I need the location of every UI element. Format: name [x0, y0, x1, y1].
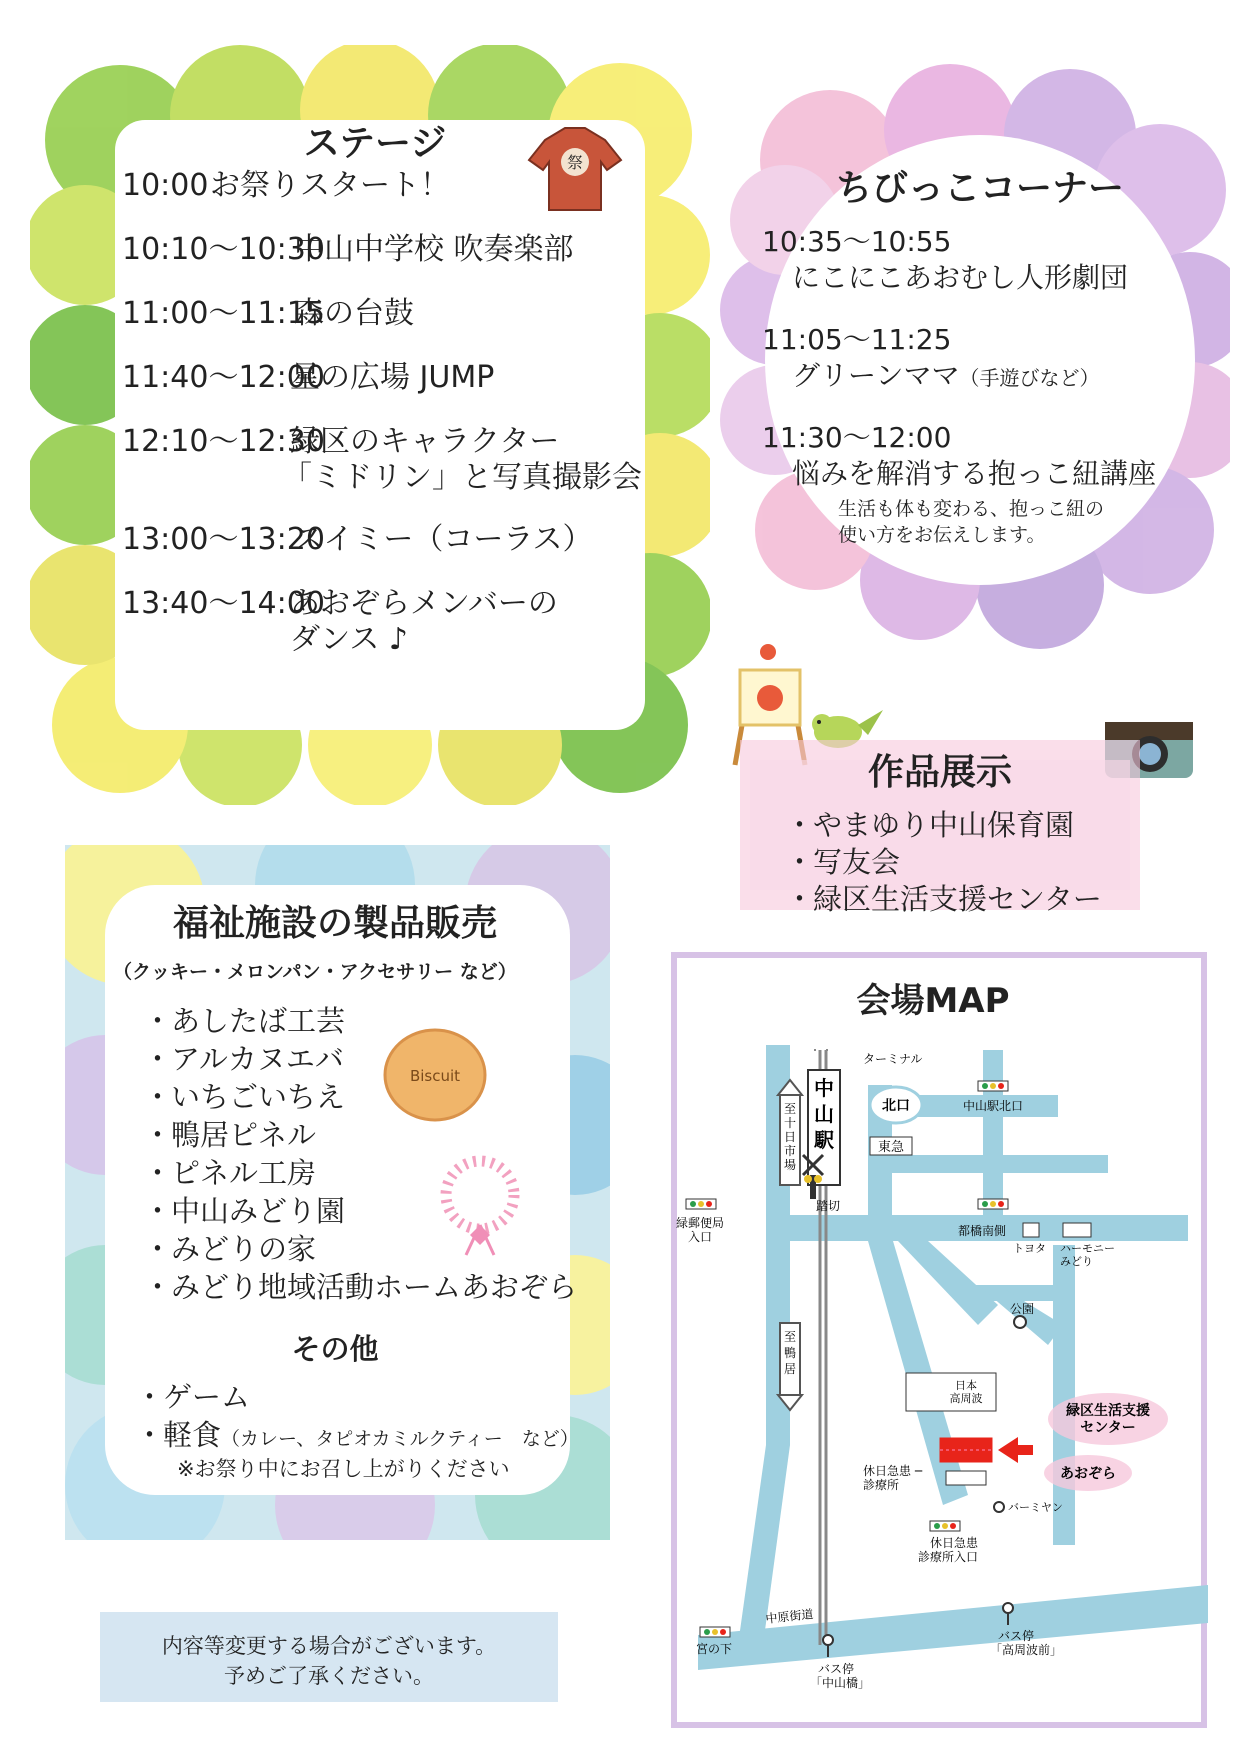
stage-item	[122, 423, 560, 461]
fumikiri-label: 踏切	[816, 1199, 841, 1213]
traffic-light-icon	[978, 1199, 1008, 1209]
kids-item-note: （手遊びなど）	[959, 366, 1100, 390]
stage-item-text: お祭りスタート！	[210, 168, 450, 203]
station-label: 中山駅	[814, 1076, 834, 1152]
other-item: ・ゲーム	[135, 1380, 251, 1414]
exhibit-item-label: 緑区生活支援センター	[813, 882, 1102, 916]
toyota-building	[1023, 1223, 1039, 1237]
road-north-vertical	[983, 1050, 1003, 1215]
welfare-item: ・中山みどり園	[143, 1194, 346, 1228]
welfare-item: ・ピネル工房	[143, 1156, 317, 1190]
kids-item-time: 11:30〜12:00	[762, 421, 952, 454]
bus-stop-koshuha-label: バス停「高周波前」	[990, 1629, 1063, 1657]
exhibit-item: ・やまゆり中山保育園	[785, 808, 1075, 842]
other-item: ・軽食（カレー、タピオカミルクティー など）	[135, 1418, 579, 1452]
traffic-light-icon	[700, 1627, 730, 1637]
tsuzuki-minami-label: 都橋南側	[958, 1224, 1007, 1238]
welfare-subtitle: （クッキー・メロンパン・アクセサリー など）	[113, 961, 517, 983]
nakayama-kitaguchi-label: 中山駅北口	[963, 1099, 1024, 1113]
stage-item-text: 森の台鼓	[294, 296, 414, 331]
notice-line: 内容等変更する場合がございます。	[161, 1634, 497, 1658]
kids-item-text-row	[792, 354, 1099, 394]
bamiyan-label: バーミヤン	[1008, 1501, 1063, 1514]
exhibit-item-label: 写友会	[813, 845, 901, 879]
arrow-to-kamoi	[778, 1323, 802, 1410]
traffic-light-icon	[930, 1521, 960, 1531]
stage-item-text: 星の広場 JUMP	[290, 360, 495, 395]
toyota-label: トヨタ	[1013, 1242, 1046, 1255]
kids-item-text: にこにこあおむし人形劇団	[792, 261, 1129, 294]
welfare-section	[65, 845, 610, 1540]
welfare-item-label: 中山みどり園	[171, 1194, 346, 1228]
cookie-text: Biscuit	[409, 1067, 461, 1085]
stage-title: ステージ	[303, 123, 447, 164]
aozora-label: あおぞら	[1060, 1466, 1116, 1482]
other-item-note: （カレー、タピオカミルクティー など）	[221, 1428, 579, 1450]
kids-title: ちびっこコーナー	[835, 168, 1124, 209]
other-item-label: 軽食	[163, 1418, 222, 1452]
map-roads	[698, 1045, 1208, 1670]
welfare-item: ・あしたば工芸	[143, 1004, 346, 1038]
stage-item-text: あおぞらメンバーの	[290, 586, 558, 621]
venue-map-section	[668, 945, 1213, 1735]
stage-item-time: 11:00〜11:15	[122, 296, 325, 331]
terminal-label: ターミナル	[863, 1052, 923, 1066]
kids-item-text: 悩みを解消する抱っこ紐講座	[792, 457, 1157, 490]
traffic-light-icon	[686, 1199, 716, 1209]
stage-schedule	[122, 167, 652, 727]
post-office-label: 緑郵便局入口	[676, 1216, 725, 1244]
bus-stop-nakayamabashi-label: バス停「中山橋」	[810, 1662, 871, 1690]
stage-item-text: 中山中学校 吹奏楽部	[294, 232, 574, 267]
venue-map	[668, 945, 1213, 1735]
clinic-building	[946, 1471, 986, 1485]
tokyu-label: 東急	[877, 1140, 905, 1155]
svg-text:祭: 祭	[566, 153, 584, 172]
welfare-item: ・みどり地域活動ホームあおぞら	[143, 1270, 578, 1304]
traffic-light-icon	[978, 1081, 1008, 1091]
harmony-building	[1063, 1223, 1091, 1237]
stage-item-time: 11:40〜12:00	[122, 360, 325, 395]
stage-item-time: 12:10〜12:30	[122, 424, 325, 459]
kids-item-desc: 生活も体も変わる、抱っこ紐の	[838, 498, 1105, 520]
kids-item-desc: 使い方をお伝えします。	[838, 524, 1046, 546]
welfare-item-label: 鴨居ピネル	[171, 1118, 317, 1152]
welfare-item-label: いちごいちえ	[171, 1080, 346, 1114]
welfare-item: ・鴨居ピネル	[143, 1118, 317, 1152]
miyanoshita-label: 宮の下	[696, 1642, 733, 1656]
park-marker	[1014, 1316, 1026, 1328]
bracelet-icon	[430, 1150, 540, 1260]
to-kamoi-label: 至鴨居	[783, 1330, 797, 1376]
center-label: 緑区生活支援センター	[1066, 1403, 1150, 1436]
welfare-item: ・アルカヌエバ	[143, 1042, 344, 1076]
stage-item	[122, 295, 414, 333]
kids-item-time: 11:05〜11:25	[762, 323, 952, 356]
cookie-icon	[380, 1025, 490, 1125]
welfare-item-label: ピネル工房	[171, 1156, 317, 1190]
stage-item-time: 13:00〜13:20	[122, 522, 325, 557]
stage-item	[122, 585, 558, 623]
stage-item-time: 13:40〜14:00	[122, 586, 325, 621]
welfare-item-label: あしたば工芸	[171, 1004, 346, 1038]
exhibit-title: 作品展示	[867, 752, 1012, 793]
nakahara-label: 中原街道	[764, 1607, 815, 1626]
welfare-item: ・いちごいちえ	[143, 1080, 346, 1114]
notice-box	[100, 1612, 558, 1702]
bamiyan-marker	[994, 1502, 1004, 1512]
venue-arrow-icon	[998, 1437, 1033, 1463]
to-ichigao-label: 至十日市場	[783, 1102, 797, 1172]
nihon-koshuha-label: 日本高周波	[949, 1379, 983, 1405]
welfare-title: 福祉施設の製品販売	[172, 903, 497, 944]
other-footnote: ※お祭り中にお召し上がりください	[177, 1457, 510, 1481]
welfare-item-label: アルカヌエバ	[171, 1042, 344, 1076]
arrow-to-ichigao	[778, 1080, 802, 1185]
road-center-vertical	[1053, 1245, 1075, 1545]
welfare-item-label: みどりの家	[171, 1232, 317, 1266]
stage-section	[30, 45, 710, 805]
stage-item-time: 10:10〜10:30	[122, 232, 325, 267]
park-label: 公園	[1010, 1302, 1035, 1316]
welfare-item: ・みどりの家	[143, 1232, 317, 1266]
clinic-entry-label: 休日急患診療所入口	[918, 1536, 979, 1564]
stage-item-text2: 「ミドリン」と写真撮影会	[282, 460, 642, 495]
kids-section	[720, 60, 1230, 660]
notice-line: 予めご了承ください。	[224, 1664, 434, 1688]
road-nakahara	[698, 1585, 1208, 1670]
stage-item-text: スイミー（コーラス）	[294, 522, 593, 557]
center-label-bg	[1048, 1393, 1168, 1445]
clinic-label: 休日急患 ─診療所	[863, 1464, 923, 1492]
stage-item-time: 10:00	[122, 168, 209, 203]
exhibit-item-label: やまゆり中山保育園	[813, 808, 1075, 842]
exhibit-section	[720, 640, 1200, 930]
welfare-item-label: みどり地域活動ホームあおぞら	[171, 1270, 578, 1304]
stage-item-text: 緑区のキャラクター	[290, 424, 560, 459]
other-title: その他	[291, 1332, 379, 1366]
stage-item	[122, 359, 495, 397]
north-exit-label: 北口	[882, 1098, 910, 1114]
stage-item	[122, 231, 574, 269]
stage-item	[122, 521, 593, 559]
map-title: 会場MAP	[856, 981, 1010, 1021]
kids-item-time: 10:35〜10:55	[762, 225, 952, 258]
stage-item	[122, 167, 450, 205]
kids-item-text: グリーンママ	[792, 359, 960, 392]
harmony-label: ハーモニーみどり	[1060, 1242, 1115, 1268]
exhibit-item: ・緑区生活支援センター	[785, 882, 1102, 916]
stage-item-text2: ダンス ♪	[290, 622, 409, 657]
exhibit-item: ・写友会	[785, 845, 901, 879]
other-item-label: ゲーム	[163, 1380, 251, 1414]
